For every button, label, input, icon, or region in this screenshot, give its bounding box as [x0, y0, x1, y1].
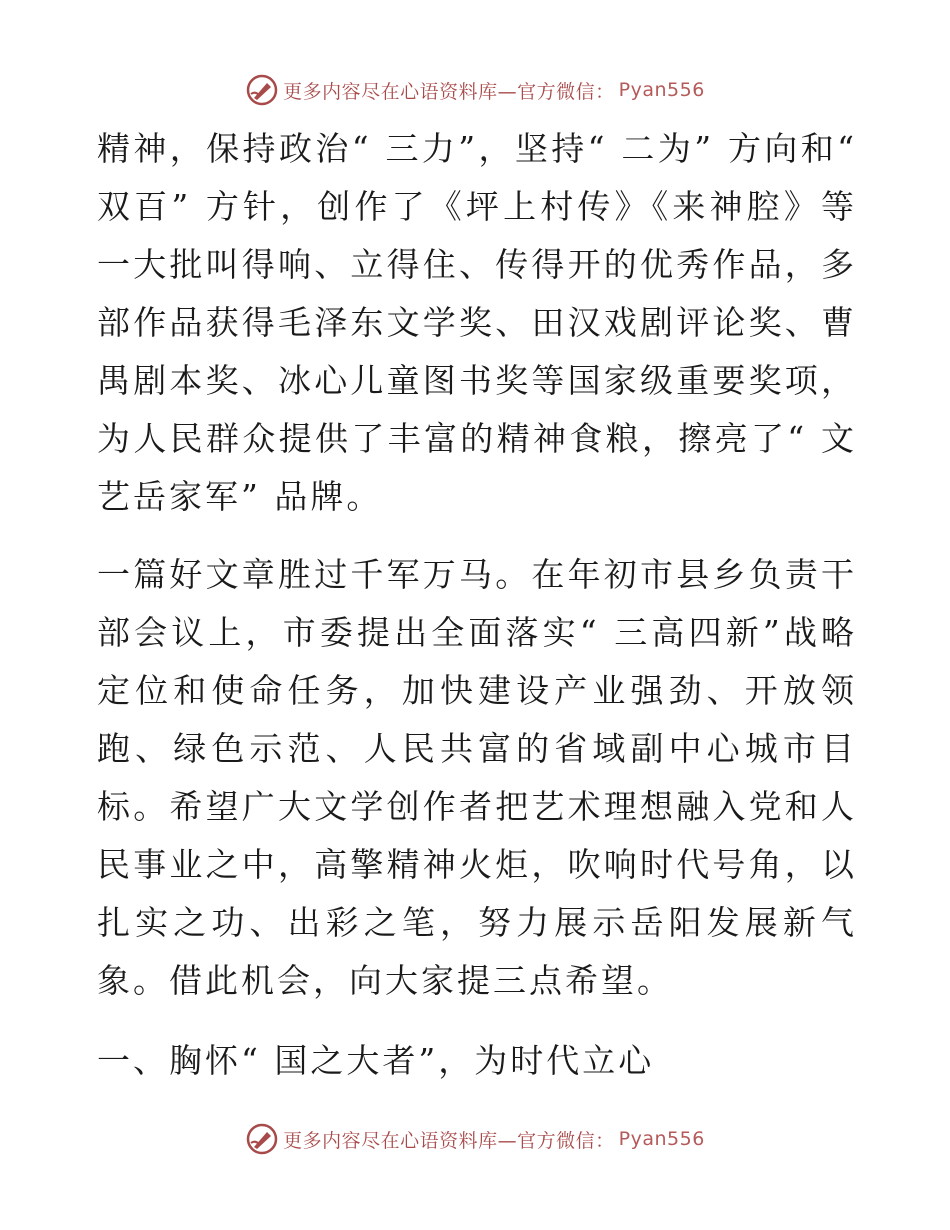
- pen-nib-logo-icon: [245, 1122, 279, 1156]
- header-watermark: [0, 70, 950, 110]
- footer-watermark: [0, 1119, 950, 1159]
- watermark-wechat-id: Pyan556: [618, 79, 705, 101]
- watermark-text: 更多内容尽在心语资料库—官方微信：: [283, 80, 615, 103]
- document-body: [97, 120, 857, 1090]
- watermark-wechat-id: Pyan556: [618, 1128, 705, 1150]
- watermark-text: 更多内容尽在心语资料库—官方微信：: [283, 1129, 615, 1152]
- paragraph-1: 精神，保持政治“ 三力”，坚持“ 二为” 方向和“ 双百” 方针，创作了《坪上村传》《来神腔》等一大批叫得响、立得住、传得开的优秀作品，多部作品获得毛泽东文学奖、田汉戏剧评论奖、曹禺剧本奖、冰心儿童图书奖等国家级重要奖项，为人民群众提供了丰富的精神食粮，擦亮了“ 文艺岳家军” 品牌。: [97, 129, 857, 516]
- section-heading-1: 一、胸怀“ 国之大者”，为时代立心: [97, 1041, 655, 1080]
- pen-nib-logo-icon: [245, 73, 279, 107]
- paragraph-2: 一篇好文章胜过千军万马。在年初市县乡负责干部会议上，市委提出全面落实“ 三高四新”战略定位和使命任务，加快建设产业强劲、开放领跑、绿色示范、人民共富的省域副中心城市目标。希望广大文学创作者把艺术理想融入党和人民事业之中，高擎精神火炬，吹响时代号角，以扎实之功、出彩之笔，努力展示岳阳发展新气象。借此机会，向大家提三点希望。: [97, 555, 857, 1000]
